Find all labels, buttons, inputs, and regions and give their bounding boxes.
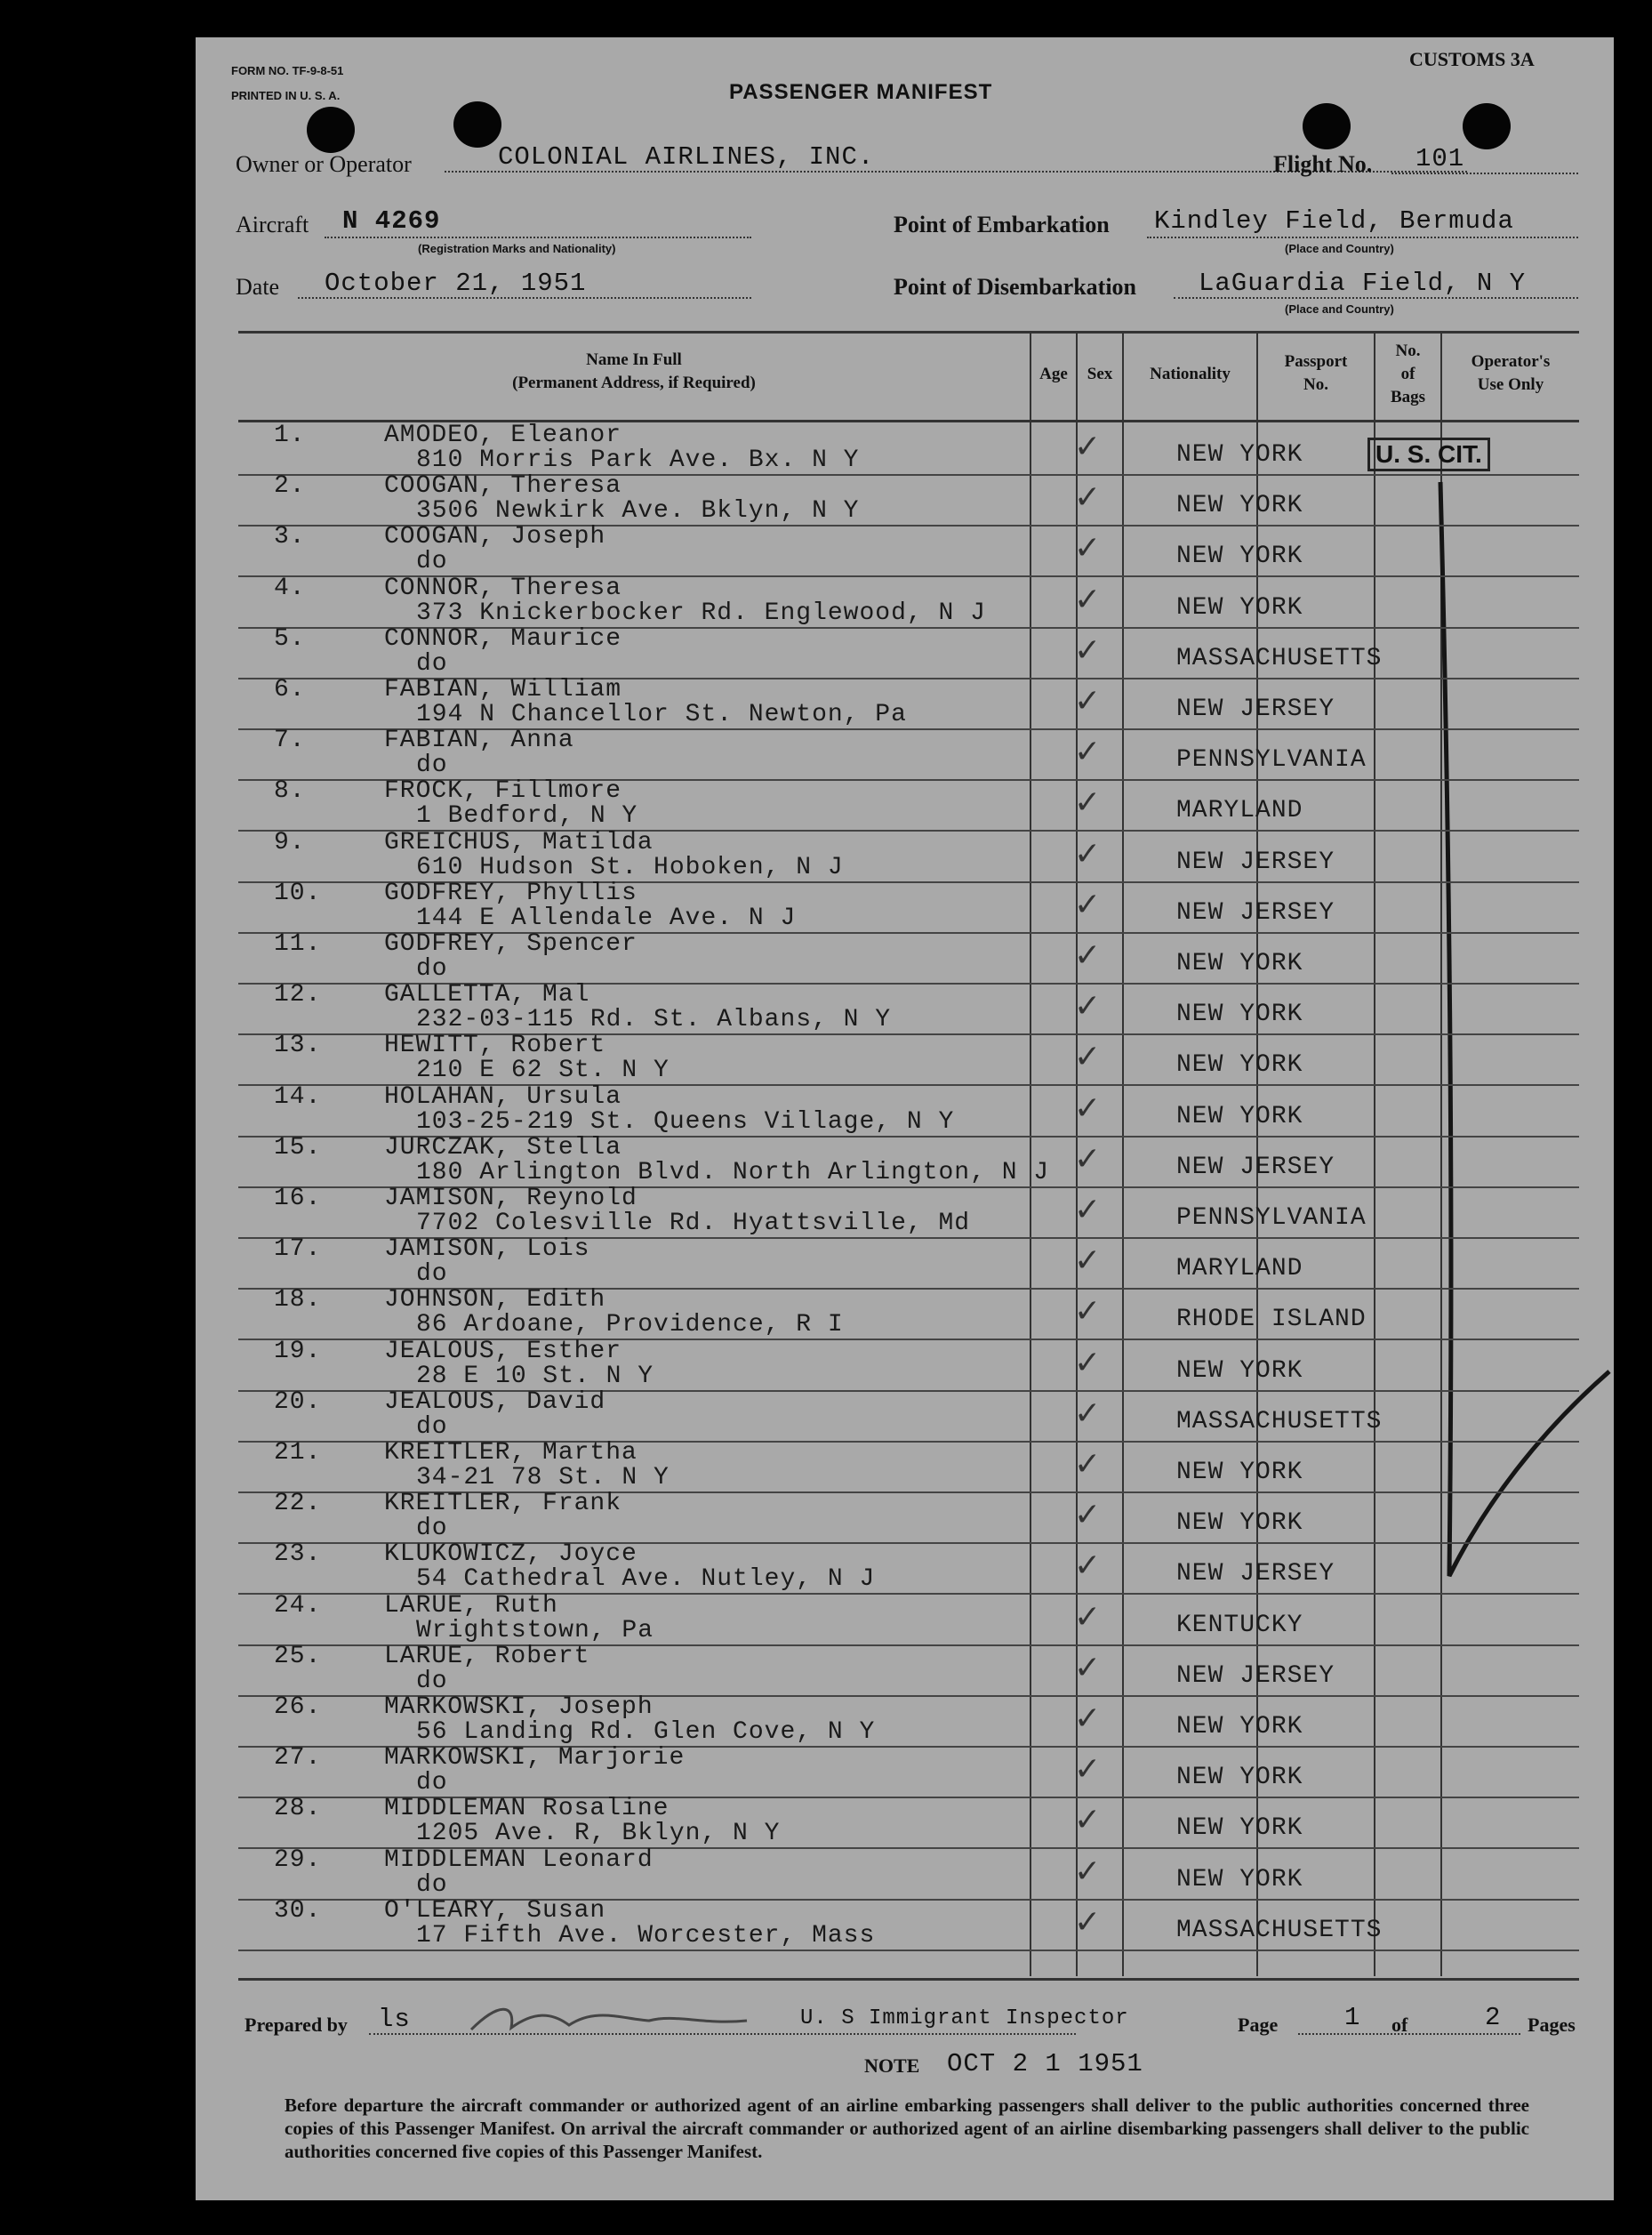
checkmark-icon: ✓ (1074, 1395, 1103, 1432)
table-row (238, 1797, 1579, 1849)
checkmark-icon: ✓ (1074, 886, 1103, 923)
passenger-nationality: MASSACHUSETTS (1176, 644, 1383, 672)
table-row (238, 423, 1579, 476)
passenger-nationality: NEW JERSEY (1176, 848, 1335, 876)
passenger-address: 56 Landing Rd. Glen Cove, N Y (416, 1718, 876, 1746)
embark-label: Point of Embarkation (894, 212, 1110, 237)
passenger-nationality: NEW YORK (1176, 593, 1303, 622)
passenger-nationality: NEW YORK (1176, 1051, 1303, 1080)
date-value: October 21, 1951 (325, 269, 587, 298)
of-label: of (1391, 2014, 1408, 2036)
embark-underline (1147, 237, 1578, 238)
passenger-nationality: NEW YORK (1176, 1713, 1303, 1741)
us-citizen-stamp: U. S. CIT. (1367, 438, 1490, 471)
passenger-name: JAMISON, Reynold (384, 1185, 638, 1212)
passenger-name: MARKOWSKI, Joseph (384, 1693, 654, 1721)
checkmark-icon: ✓ (1074, 1039, 1103, 1076)
passenger-nationality: NEW YORK (1176, 1102, 1303, 1130)
checkmark-icon: ✓ (1074, 1751, 1103, 1789)
inspector-signature (462, 1994, 756, 2047)
passenger-name: JOHNSON, Edith (384, 1286, 606, 1314)
table-row (238, 1133, 1579, 1188)
passenger-name: JEALOUS, Esther (384, 1337, 622, 1365)
col-header-operator (1442, 350, 1579, 397)
passenger-address: 28 E 10 St. N Y (416, 1362, 654, 1390)
passenger-address: 810 Morris Park Ave. Bx. N Y (416, 446, 860, 474)
table-row (238, 779, 1579, 832)
passenger-number: 10. (274, 879, 322, 907)
passenger-name: FROCK, Fillmore (384, 777, 622, 806)
passenger-number: 9. (274, 828, 306, 856)
passenger-nationality: KENTUCKY (1176, 1611, 1303, 1639)
passenger-number: 2. (274, 472, 306, 501)
passenger-name: COOGAN, Joseph (384, 523, 606, 551)
passenger-number: 18. (274, 1286, 322, 1314)
passenger-name: CONNOR, Theresa (384, 574, 622, 602)
checkmark-icon: ✓ (1074, 734, 1103, 771)
passenger-number: 1. (274, 422, 306, 449)
passenger-address: 1205 Ave. R, Bklyn, N Y (416, 1820, 781, 1848)
passenger-number: 25. (274, 1642, 322, 1670)
passenger-number: 7. (274, 727, 306, 755)
checkmark-icon: ✓ (1074, 1853, 1103, 1890)
col-header-name-subtitle: (Permanent Address, if Required) (512, 374, 756, 392)
passenger-nationality: NEW YORK (1176, 1865, 1303, 1893)
checkmark-icon: ✓ (1074, 1140, 1103, 1178)
table-row (238, 932, 1579, 985)
passenger-nationality: NEW YORK (1176, 1459, 1303, 1486)
passenger-name: LARUE, Robert (384, 1642, 590, 1670)
passenger-nationality: NEW YORK (1176, 1001, 1303, 1029)
table-row (238, 1186, 1579, 1239)
owner-value: COLONIAL AIRLINES, INC. (498, 142, 875, 172)
passenger-name: GREICHUS, Matilda (384, 828, 654, 856)
checkmark-icon: ✓ (1074, 530, 1103, 567)
passenger-address: 54 Cathedral Ave. Nutley, N J (416, 1565, 876, 1594)
passenger-name: LARUE, Ruth (384, 1591, 558, 1620)
passenger-number: 15. (274, 1133, 322, 1162)
manifest-page (196, 37, 1614, 2200)
passenger-nationality: NEW YORK (1176, 492, 1303, 520)
checkmark-icon: ✓ (1074, 1802, 1103, 1839)
passenger-nationality: MASSACHUSETTS (1176, 1916, 1383, 1944)
aircraft-underline (325, 237, 751, 238)
owner-label: Owner or Operator (236, 151, 412, 177)
aircraft-caption: (Registration Marks and Nationality) (418, 242, 616, 255)
passenger-nationality: NEW JERSEY (1176, 1560, 1335, 1588)
passenger-name: HEWITT, Robert (384, 1032, 606, 1060)
passenger-nationality: NEW YORK (1176, 1814, 1303, 1843)
col-header-nationality: Nationality (1150, 365, 1231, 383)
embark-value: Kindley Field, Bermuda (1154, 206, 1514, 236)
checkmark-icon: ✓ (1074, 1293, 1103, 1331)
passenger-nationality: NEW JERSEY (1176, 898, 1335, 927)
flight-value: 101 (1415, 144, 1465, 173)
col-header-name (238, 349, 1030, 395)
passenger-name: GALLETTA, Mal (384, 981, 590, 1009)
passenger-address: do (416, 1870, 448, 1899)
checkmark-icon: ✓ (1074, 1548, 1103, 1585)
passenger-number: 23. (274, 1540, 322, 1569)
passenger-address: 610 Hudson St. Hoboken, N J (416, 853, 844, 881)
col-header-operator-line1: Operator's (1471, 352, 1551, 371)
passenger-number: 13. (274, 1032, 322, 1060)
passenger-number: 6. (274, 676, 306, 703)
passenger-address: do (416, 752, 448, 780)
passenger-address: do (416, 1260, 448, 1289)
inspector-title: U. S Immigrant Inspector (800, 2006, 1129, 2030)
passenger-nationality: RHODE ISLAND (1176, 1306, 1367, 1334)
table-row (238, 1441, 1579, 1493)
passenger-nationality: NEW JERSEY (1176, 1153, 1335, 1181)
flight-label: Flight No. (1273, 151, 1373, 177)
passenger-name: O'LEARY, Susan (384, 1896, 606, 1925)
passenger-name: GODFREY, Phyllis (384, 879, 638, 907)
passenger-nationality: PENNSYLVANIA (1176, 746, 1367, 775)
passenger-number: 27. (274, 1744, 322, 1773)
passenger-nationality: MARYLAND (1176, 1255, 1303, 1283)
table-row (238, 1746, 1579, 1798)
col-header-bags-line2: of (1400, 365, 1415, 383)
checkmark-icon: ✓ (1074, 429, 1103, 465)
passenger-number: 12. (274, 981, 322, 1009)
passenger-nationality: MASSACHUSETTS (1176, 1407, 1383, 1435)
col-header-age: Age (1039, 365, 1068, 383)
col-header-passport (1258, 350, 1374, 397)
col-header-passport-line2: No. (1303, 375, 1328, 394)
passenger-address: 194 N Chancellor St. Newton, Pa (416, 701, 907, 728)
table-row (238, 1387, 1579, 1443)
passenger-address: 373 Knickerbocker Rd. Englewood, N J (416, 599, 986, 627)
passenger-name: AMODEO, Eleanor (384, 422, 622, 449)
passenger-number: 28. (274, 1795, 322, 1823)
table-row (238, 624, 1579, 679)
pages-label: Pages (1528, 2014, 1576, 2036)
passenger-address: 86 Ardoane, Providence, R I (416, 1311, 844, 1339)
table-row (238, 1237, 1579, 1290)
passenger-name: JEALOUS, David (384, 1387, 606, 1416)
passenger-nationality: NEW YORK (1176, 1356, 1303, 1385)
passenger-address: 17 Fifth Ave. Worcester, Mass (416, 1921, 876, 1950)
printed-in: PRINTED IN U. S. A. (231, 89, 341, 102)
table-row (238, 828, 1579, 883)
passenger-name: FABIAN, Anna (384, 727, 574, 755)
checkmark-icon: ✓ (1074, 1344, 1103, 1381)
checkmark-icon: ✓ (1074, 1497, 1103, 1534)
checkmark-icon: ✓ (1074, 1089, 1103, 1127)
passenger-nationality: NEW YORK (1176, 543, 1303, 571)
table-bottom-rule (238, 1978, 1579, 1981)
table-row (238, 983, 1579, 1035)
checkmark-icon: ✓ (1074, 937, 1103, 974)
passenger-number: 17. (274, 1235, 322, 1264)
form-title: PASSENGER MANIFEST (729, 80, 993, 104)
passenger-number: 24. (274, 1591, 322, 1620)
passenger-address: 7702 Colesville Rd. Hyattsville, Md (416, 1210, 971, 1237)
page-label: Page (1238, 2014, 1279, 2036)
col-header-passport-line1: Passport (1284, 352, 1348, 371)
passenger-number: 19. (274, 1337, 322, 1365)
prepared-label: Prepared by (245, 2014, 348, 2036)
passenger-address: do (416, 1412, 448, 1441)
passenger-name: JURCZAK, Stella (384, 1133, 622, 1162)
passenger-address: do (416, 548, 448, 576)
passenger-number: 21. (274, 1439, 322, 1467)
passenger-name: HOLAHAN, Ursula (384, 1082, 622, 1111)
passenger-nationality: MARYLAND (1176, 797, 1303, 825)
passenger-nationality: NEW YORK (1176, 1509, 1303, 1538)
punch-hole (453, 101, 501, 148)
table-row (238, 1082, 1579, 1138)
passenger-address: Wrightstown, Pa (416, 1616, 654, 1644)
passenger-nationality: NEW YORK (1176, 950, 1303, 977)
passenger-number: 22. (274, 1490, 322, 1518)
passenger-address: do (416, 1667, 448, 1695)
passenger-address: 3506 Newkirk Ave. Bklyn, N Y (416, 497, 860, 526)
passenger-number: 4. (274, 574, 306, 602)
disembark-label: Point of Disembarkation (894, 274, 1136, 300)
passenger-address: 210 E 62 St. N Y (416, 1057, 670, 1085)
disembark-value: LaGuardia Field, N Y (1199, 269, 1527, 298)
table-row (238, 1845, 1579, 1901)
passenger-name: COOGAN, Theresa (384, 472, 622, 501)
table-row (238, 1033, 1579, 1086)
passenger-nationality: PENNSYLVANIA (1176, 1204, 1367, 1232)
checkmark-icon: ✓ (1074, 988, 1103, 1025)
passenger-address: do (416, 1769, 448, 1797)
table-row (238, 1591, 1579, 1646)
table-row (238, 1288, 1579, 1340)
col-header-bags-line3: Bags (1390, 388, 1426, 406)
col-header-sex: Sex (1087, 365, 1113, 383)
checkmark-icon: ✓ (1074, 683, 1103, 720)
checkmark-icon: ✓ (1074, 479, 1103, 517)
passenger-name: FABIAN, William (384, 676, 622, 703)
checkmark-icon: ✓ (1074, 835, 1103, 872)
table-row (238, 678, 1579, 730)
punch-hole (1463, 103, 1511, 149)
passenger-address: 103-25-219 St. Queens Village, N Y (416, 1107, 955, 1136)
passenger-number: 3. (274, 523, 306, 551)
passenger-number: 26. (274, 1693, 322, 1721)
table-row (238, 728, 1579, 781)
passenger-number: 8. (274, 777, 306, 806)
col-header-operator-line2: Use Only (1477, 375, 1544, 394)
passenger-number: 20. (274, 1387, 322, 1416)
passenger-name: JAMISON, Lois (384, 1235, 590, 1264)
customs-label: CUSTOMS 3A (1409, 48, 1535, 70)
passenger-address: 1 Bedford, N Y (416, 802, 638, 831)
table-top-rule (238, 331, 1579, 334)
checkmark-icon: ✓ (1074, 1903, 1103, 1941)
passenger-address: 232-03-115 Rd. St. Albans, N Y (416, 1006, 892, 1034)
passenger-name: MIDDLEMAN Leonard (384, 1845, 654, 1874)
punch-hole (1303, 103, 1351, 149)
passenger-nationality: NEW JERSEY (1176, 695, 1335, 723)
prepared-value: ls (378, 2005, 411, 2034)
table-row (238, 1644, 1579, 1697)
checkmark-icon: ✓ (1074, 784, 1103, 822)
checkmark-icon: ✓ (1074, 1598, 1103, 1636)
checkmark-icon: ✓ (1074, 1700, 1103, 1737)
col-header-name-title: Name In Full (586, 350, 682, 369)
table-row (238, 1542, 1579, 1595)
checkmark-icon: ✓ (1074, 581, 1103, 618)
table-row (238, 1339, 1579, 1392)
passenger-number: 30. (274, 1896, 322, 1925)
aircraft-value: N 4269 (342, 206, 441, 236)
embark-caption: (Place and Country) (1285, 242, 1394, 255)
passenger-number: 29. (274, 1845, 322, 1874)
aircraft-label: Aircraft (236, 212, 309, 237)
note-label: NOTE (864, 2054, 920, 2077)
col-header-bags (1375, 340, 1440, 409)
passenger-number: 11. (274, 930, 322, 958)
pages-value: 2 (1485, 2003, 1502, 2032)
passenger-number: 16. (274, 1185, 322, 1212)
passenger-name: CONNOR, Maurice (384, 624, 622, 653)
passenger-nationality: NEW YORK (1176, 1764, 1303, 1792)
table-row (238, 1491, 1579, 1544)
table-row (238, 1896, 1579, 1951)
date-label: Date (236, 274, 280, 300)
checkmark-icon: ✓ (1074, 1446, 1103, 1483)
passenger-name: MIDDLEMAN Rosaline (384, 1795, 670, 1823)
table-row (238, 525, 1579, 577)
checkmark-icon: ✓ (1074, 1192, 1103, 1228)
passenger-address: 144 E Allendale Ave. N J (416, 904, 797, 932)
table-row (238, 1695, 1579, 1748)
page-value: 1 (1344, 2003, 1361, 2032)
passenger-address: 34-21 78 St. N Y (416, 1464, 670, 1491)
disembark-caption: (Place and Country) (1285, 302, 1394, 316)
table-row (238, 474, 1579, 527)
passenger-number: 14. (274, 1082, 322, 1111)
passenger-number: 5. (274, 624, 306, 653)
instructions-text: Before departure the aircraft commander or authorized agent of an airline embarking passengers shall deliver to the public authorities concerned three copies of this Passenger Manifest. On arrival the aircraft commander or authorized agent of an airline disembarking passengers shall deliver to the public authorities concerned five copies of this Passenger Manifest. (285, 2094, 1529, 2162)
note-date-stamp: OCT 2 1 1951 (947, 2049, 1143, 2078)
passenger-nationality: NEW YORK (1176, 441, 1303, 469)
passenger-name: KLUKOWICZ, Joyce (384, 1540, 638, 1569)
passenger-name: KREITLER, Martha (384, 1439, 638, 1467)
checkmark-icon: ✓ (1074, 1242, 1103, 1280)
passenger-address: 180 Arlington Blvd. North Arlington, N J (416, 1158, 1050, 1186)
punch-hole (307, 107, 355, 153)
checkmark-icon: ✓ (1074, 1649, 1103, 1686)
passenger-name: MARKOWSKI, Marjorie (384, 1744, 686, 1773)
table-row (238, 881, 1579, 934)
passenger-name: GODFREY, Spencer (384, 930, 638, 958)
passenger-address: do (416, 955, 448, 983)
passenger-nationality: NEW JERSEY (1176, 1661, 1335, 1690)
page-underline (1298, 2033, 1520, 2035)
form-number: FORM NO. TF-9-8-51 (231, 64, 344, 77)
checkmark-icon: ✓ (1074, 631, 1103, 669)
passenger-address: do (416, 649, 448, 678)
col-header-bags-line1: No. (1395, 342, 1421, 360)
table-row (238, 576, 1579, 629)
passenger-name: KREITLER, Frank (384, 1490, 622, 1518)
passenger-address: do (416, 1515, 448, 1543)
